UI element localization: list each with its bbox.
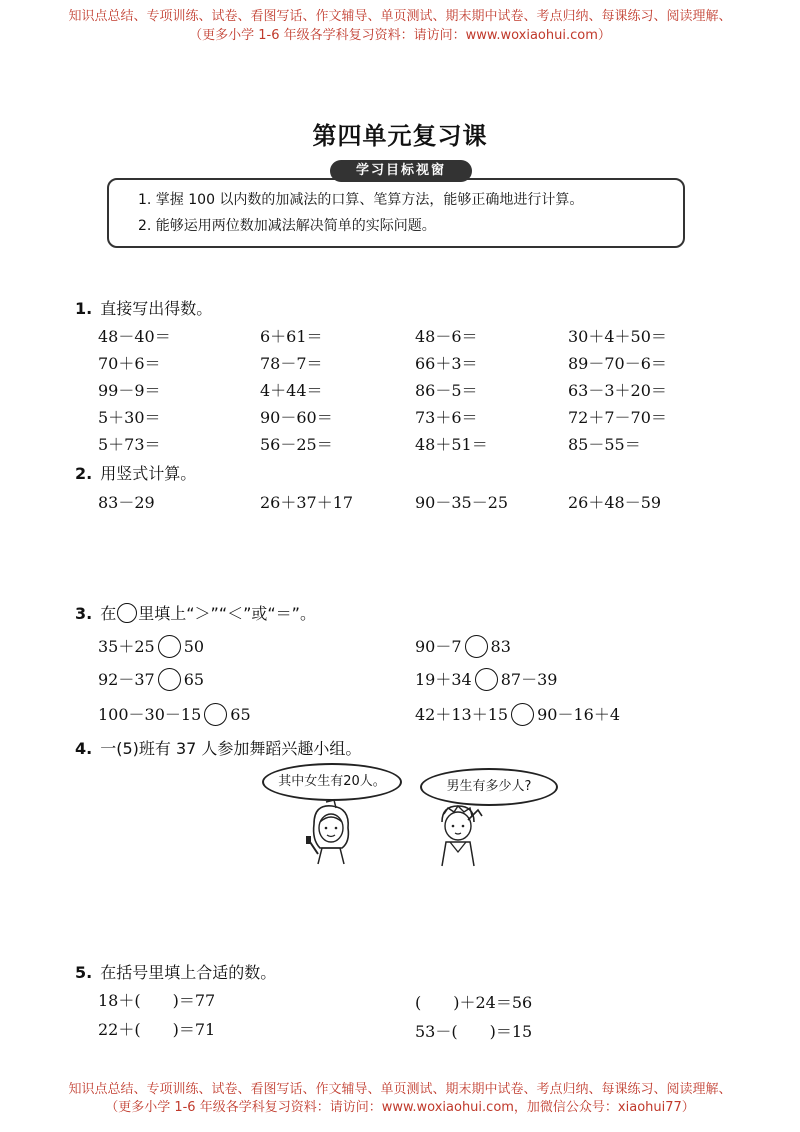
compare-item bbox=[415, 667, 557, 692]
q1-cell: 66＋3＝ bbox=[415, 354, 478, 373]
boy-illustration-icon bbox=[428, 800, 490, 868]
q1-cell: 48－40＝ bbox=[98, 327, 171, 346]
q2-item: 83－29 bbox=[98, 493, 155, 512]
banner-bottom-line1: 知识点总结、专项训练、试卷、看图写话、作文辅导、单页测试、期末期中试卷、考点归纳、每课练习、阅读理解、 bbox=[68, 1082, 732, 1097]
compare-left: 35＋25 bbox=[98, 637, 155, 656]
answer-circle[interactable] bbox=[465, 635, 488, 658]
compare-left: 19＋34 bbox=[415, 670, 472, 689]
q1-cell: 85－55＝ bbox=[568, 435, 641, 454]
compare-right: 65 bbox=[183, 670, 205, 689]
compare-item bbox=[98, 702, 251, 727]
q1-cell: 70＋6＝ bbox=[98, 354, 161, 373]
answer-circle[interactable] bbox=[475, 668, 498, 691]
compare-item bbox=[415, 634, 511, 659]
q2-item: 26＋37＋17 bbox=[260, 493, 354, 512]
fill-blank-item: ( )＋24＝56 bbox=[415, 993, 533, 1012]
q1-cell: 5＋73＝ bbox=[98, 435, 161, 454]
fill-blank-item: 22＋( )＝71 bbox=[98, 1020, 216, 1039]
q1-cell: 73＋6＝ bbox=[415, 408, 478, 427]
question-3-title bbox=[75, 601, 316, 625]
question-number: 4. bbox=[75, 739, 93, 758]
fill-blank-item: 18＋( )＝77 bbox=[98, 991, 216, 1010]
q1-cell: 4＋44＝ bbox=[260, 381, 323, 400]
q1-cell: 90－60＝ bbox=[260, 408, 333, 427]
q1-cell: 86－5＝ bbox=[415, 381, 478, 400]
answer-circle-icon bbox=[117, 603, 137, 623]
speech-bubble-boy: 男生有多少人? bbox=[420, 768, 558, 806]
question-text: 一(5)班有 37 人参加舞蹈兴趣小组。 bbox=[100, 739, 362, 758]
compare-item bbox=[415, 702, 620, 727]
question-text-post: 里填上“＞”“＜”或“＝”。 bbox=[138, 604, 316, 623]
q1-cell: 78－7＝ bbox=[260, 354, 323, 373]
q1-cell: 99－9＝ bbox=[98, 381, 161, 400]
q1-cell: 89－70－6＝ bbox=[568, 354, 667, 373]
question-text: 在括号里填上合适的数。 bbox=[100, 963, 277, 982]
girl-illustration-icon bbox=[296, 798, 366, 868]
compare-item bbox=[98, 667, 204, 692]
compare-right: 83 bbox=[490, 637, 511, 656]
q1-cell: 63－3＋20＝ bbox=[568, 381, 667, 400]
goal-item: 1. 掌握 100 以内数的加减法的口算、笔算方法，能够正确地进行计算。 bbox=[138, 192, 584, 208]
page-title: 第四单元复习课 bbox=[312, 122, 488, 150]
answer-circle[interactable] bbox=[204, 703, 227, 726]
q1-cell: 30＋4＋50＝ bbox=[568, 327, 667, 346]
fill-blank-item: 53－( )＝15 bbox=[415, 1022, 533, 1041]
goals-label: 学习目标视窗 bbox=[330, 160, 472, 182]
banner-bottom-line2: （更多小学 1-6 年级各学科复习资料：请访问：www.woxiaohui.com，加微信公众号：xiaohui77） bbox=[105, 1100, 695, 1115]
question-text-pre: 在 bbox=[100, 604, 117, 623]
q2-item: 90－35－25 bbox=[415, 493, 509, 512]
question-4-title bbox=[75, 736, 361, 759]
compare-right: 65 bbox=[230, 705, 251, 724]
compare-item bbox=[98, 634, 204, 659]
speech-bubble-girl: 其中女生有20人。 bbox=[262, 763, 402, 801]
question-number: 5. bbox=[75, 963, 93, 982]
q2-item: 26＋48－59 bbox=[568, 493, 662, 512]
answer-circle[interactable] bbox=[158, 635, 181, 658]
compare-right: 87－39 bbox=[500, 670, 558, 689]
question-number: 1. bbox=[75, 299, 93, 318]
goal-item: 2. 能够运用两位数加减法解决简单的实际问题。 bbox=[138, 218, 436, 234]
question-2-title bbox=[75, 461, 196, 484]
compare-right: 90－16＋4 bbox=[537, 705, 620, 724]
q1-cell: 56－25＝ bbox=[260, 435, 333, 454]
q1-cell: 5＋30＝ bbox=[98, 408, 161, 427]
q1-cell: 48＋51＝ bbox=[415, 435, 488, 454]
compare-left: 90－7 bbox=[415, 637, 462, 656]
question-text: 直接写出得数。 bbox=[100, 299, 213, 318]
compare-left: 42＋13＋15 bbox=[415, 705, 509, 724]
banner-top-line2: （更多小学 1-6 年级各学科复习资料：请访问：www.woxiaohui.com） bbox=[189, 28, 611, 43]
q1-cell: 72＋7－70＝ bbox=[568, 408, 667, 427]
q1-cell: 48－6＝ bbox=[415, 327, 478, 346]
question-text: 用竖式计算。 bbox=[100, 464, 197, 483]
answer-circle[interactable] bbox=[158, 668, 181, 691]
compare-left: 100－30－15 bbox=[98, 705, 202, 724]
question-number: 3. bbox=[75, 604, 93, 623]
q1-cell: 6＋61＝ bbox=[260, 327, 323, 346]
question-5-title bbox=[75, 960, 276, 983]
compare-right: 50 bbox=[183, 637, 205, 656]
answer-circle[interactable] bbox=[511, 703, 534, 726]
compare-left: 92－37 bbox=[98, 670, 155, 689]
question-1-title bbox=[75, 296, 212, 319]
banner-top-line1: 知识点总结、专项训练、试卷、看图写话、作文辅导、单页测试、期末期中试卷、考点归纳、每课练习、阅读理解、 bbox=[68, 9, 732, 24]
question-number: 2. bbox=[75, 464, 93, 483]
